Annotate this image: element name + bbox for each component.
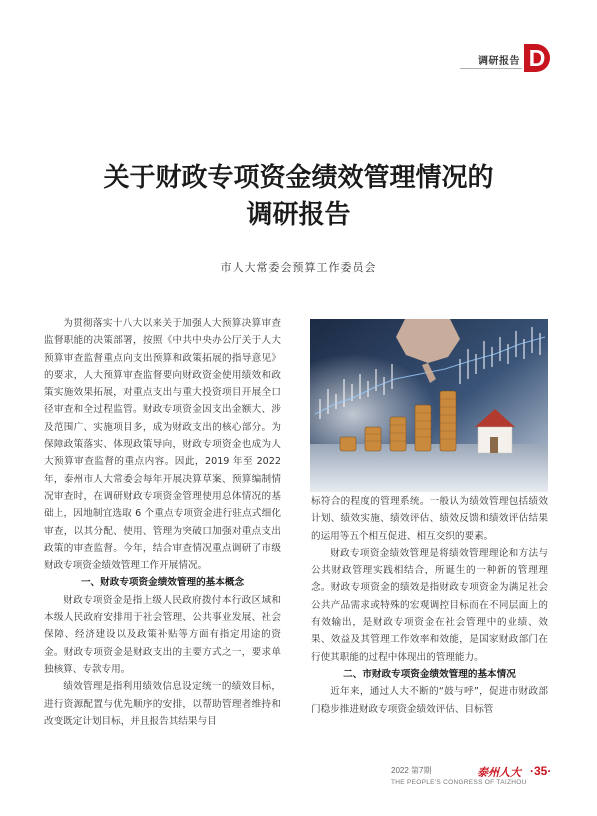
section-badge: D [524,44,550,72]
header-divider [460,68,522,69]
section-heading: 二、市财政专项资金绩效管理的基本情况 [343,668,516,680]
paragraph: 标符合的程度的管理系统。一般认为绩效管理包括绩效计划、绩效实施、绩效评估、绩效反馈和绩效评估结果的运用等五个相互促进、相互交织的要素。 [311,496,548,542]
page-number: ·35· [530,764,552,778]
right-column [311,493,548,718]
paragraph: 为贯彻落实十八大以来关于加强人大预算决算审查监督职能的决策部署，按照《中共中央办公厅关于人大预算审查监督重点向支出预算和政策拓展的指导意见》的要求，人大预算审查监督要向财政资金使用绩效和政策实施效果拓展，对重点支出与重大投资项目开展全口径审查和全过程监管。财政专项资金因支出金额大、涉及范围广、实施项目多，成为财政支出的核心部分。为保障政策落实、体现政策导向，财政专项资金也成为人大预算审查监督的重点内容。因此，2019 年至 2022 年，泰州市人大常委会每年开展决算草案、预算编制情况审查时，在调研财政专项资金管理使用总体情况的基础上，因地制宜选取 6 个重点专项资金进行驻点式细化审查，以其分配、使用、管理为突破口加强对重点支出政策的审查监督。今年，结合审查情况重点调研了市级财政专项资金绩效管理工作开展情况。 [44,318,281,572]
paragraph: 绩效管理是指利用绩效信息设定统一的绩效目标，进行资源配置与优先顺序的安排，以帮助管理者维持和改变既定计划目标，并且报告其结果与目 [44,681,281,727]
paragraph: 近年来，通过人大不断的“鼓与呼”，促进市财政部门稳步推进财政专项资金绩效评估、目标管 [311,686,548,715]
left-column [44,315,281,730]
article-author: 市人大常委会预算工作委员会 [220,261,377,274]
issue-label: 2022 第7期 [391,766,432,775]
magazine-english-name: THE PEOPLE'S CONGRESS OF TAIZHOU [391,779,527,786]
title-line-2: 调研报告 [246,200,351,230]
finance-coins-chart-photo [310,319,548,492]
article-title [40,160,557,234]
section-heading: 一、财政专项资金绩效管理的基本概念 [80,577,245,589]
magazine-logo: 泰州人大 [477,766,521,779]
paragraph: 财政专项资金绩效管理是将绩效管理理论和方法与公共财政管理实践相结合，所诞生的一种新的管理理念。财政专项资金的绩效是指财政专项资金为满足社会公共产品需求或特殊的宏观调控目标而在不同层面上的有效输出，是财政专项资金在社会管理中的业绩、效果、效益及其管理工作效率和效能，是国家财政部门在行使其职能的过程中体现出的管理能力。 [311,547,548,663]
title-line-1: 关于财政专项资金绩效管理情况的 [103,163,494,193]
paragraph: 财政专项资金是指上级人民政府拨付本行政区域和本级人民政府安排用于社会管理、公共事业发展、社会保障、经济建设以及政策补贴等方面有指定用途的资金。财政专项资金是财政支出的主要方式之一，要求单独核算、专款专用。 [44,594,281,675]
section-label: 调研报告 [478,56,520,67]
